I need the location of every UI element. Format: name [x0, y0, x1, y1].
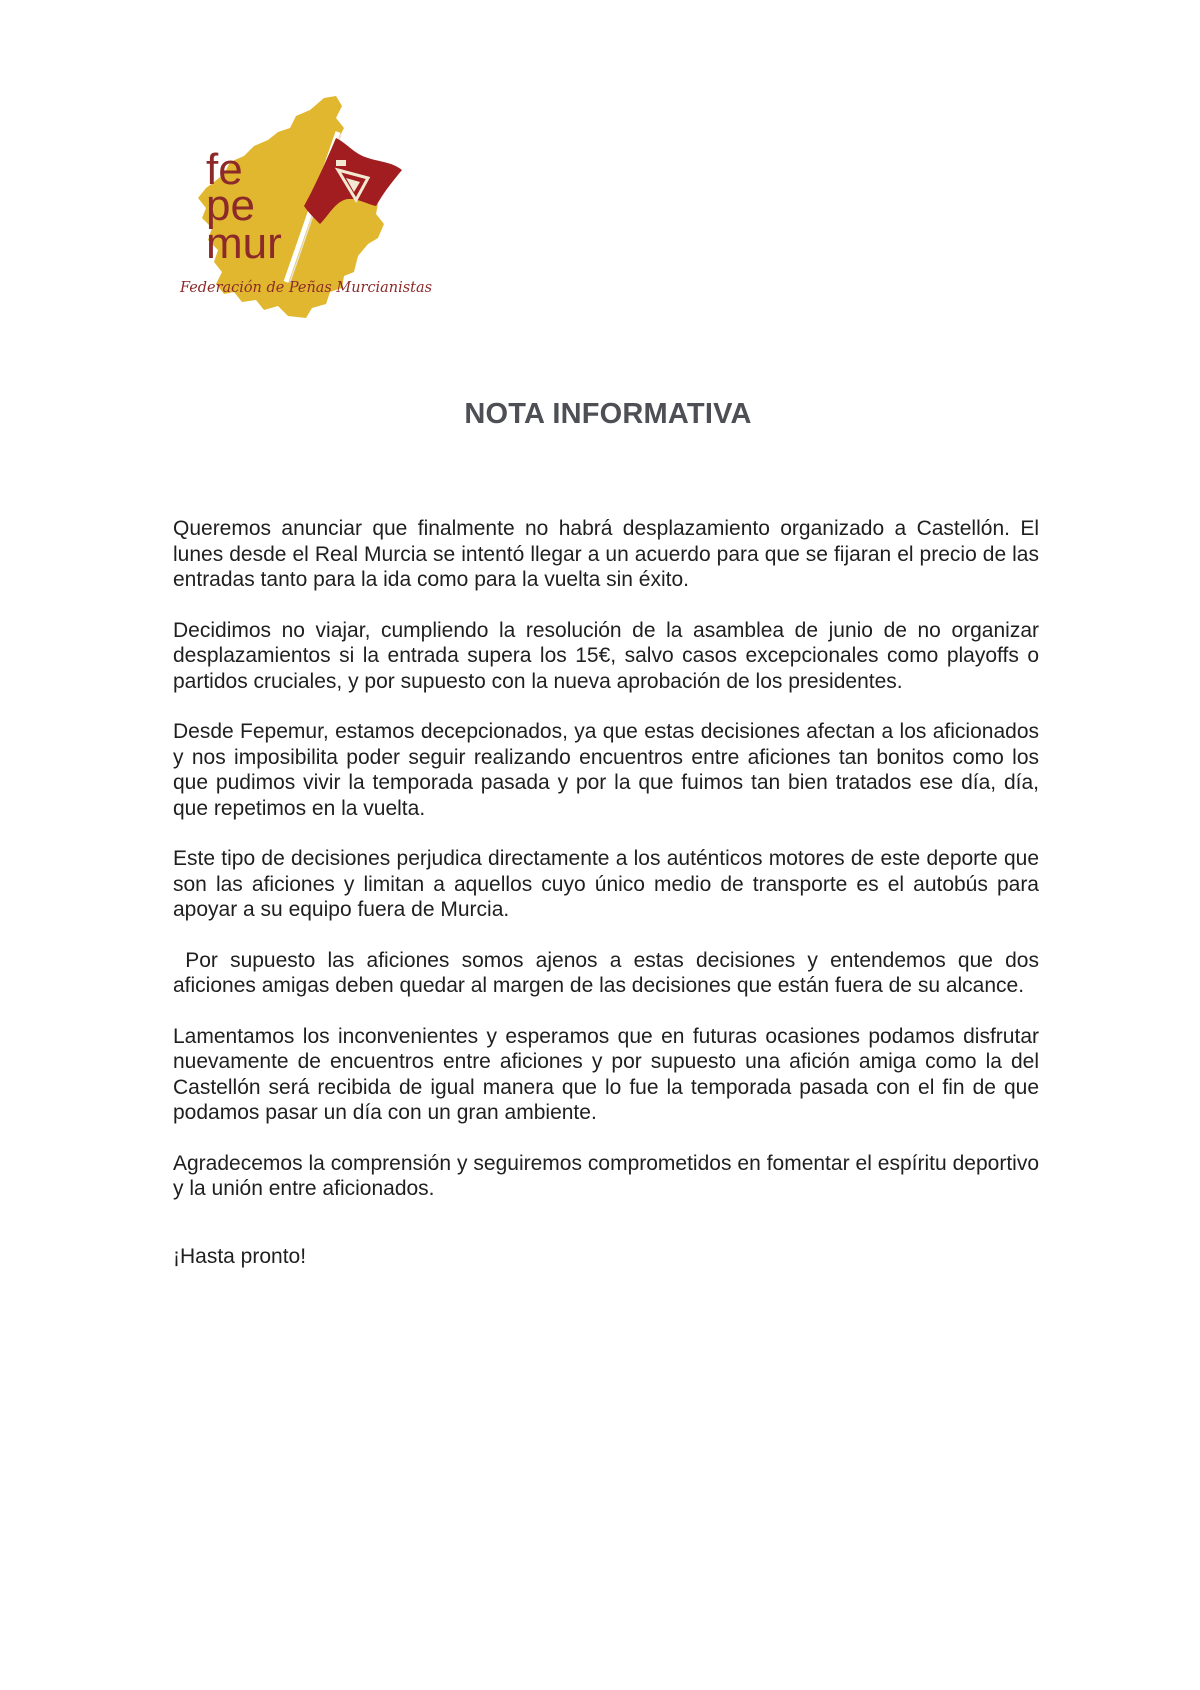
paragraph-4: Este tipo de decisiones perjudica directamente a los auténticos motores de este deporte que son las aficiones y limitan a aquellos cuyo único medio de transporte es el autobús para apoyar a su equipo fuera de Murcia. — [173, 847, 1039, 921]
logo-line-mur: mur — [206, 219, 282, 268]
paragraph-1: Queremos anunciar que finalmente no habrá desplazamiento organizado a Castellón. El lunes desde el Real Murcia se intentó llegar a un acuerdo para que se fijaran el precio de las entradas tanto para la ida como para la vuelta sin éxito. — [173, 517, 1039, 591]
closing-line: ¡Hasta pronto! — [173, 1244, 307, 1268]
paragraph-6: Lamentamos los inconvenientes y esperamos que en futuras ocasiones podamos disfrutar nuevamente de encuentros entre aficiones y por supuesto una afición amiga como la del Castellón será recibida de igual manera que lo fue la temporada pasada con el fin de que podamos pasar un día con un gran ambiente. — [173, 1024, 1039, 1124]
logo-subtitle: Federación de Peñas Murcianistas — [179, 280, 432, 296]
paragraph-3: Desde Fepemur, estamos decepcionados, ya que estas decisiones afectan a los aficionados y nos imposibilita poder seguir realizando encuentros entre aficiones tan bonitos como los que pudimos vivir la temporada pasada y por la que fuimos tan bien tratados ese día, día, que repetimos en la vuelta. — [173, 720, 1039, 820]
fepemur-logo — [178, 92, 440, 322]
paragraph-7: Agradecemos la comprensión y seguiremos comprometidos en fomentar el espíritu deportivo y la unión entre aficionados. — [173, 1151, 1039, 1200]
paragraph-2: Decidimos no viajar, cumpliendo la resolución de la asamblea de junio de no organizar desplazamientos si la entrada supera los 15€, salvo casos excepcionales como playoffs o partidos cruciales, y por supuesto con la nueva aprobación de los presidentes. — [173, 618, 1039, 693]
document-body — [173, 516, 1045, 1269]
document-title: NOTA INFORMATIVA — [464, 398, 752, 430]
logo-line-fe: fe — [206, 145, 243, 194]
paragraph-5: Por supuesto las aficiones somos ajenos a estas decisiones y entendemos que dos aficiones amigas deben quedar al margen de las decisiones que están fuera de su alcance. — [173, 948, 1045, 997]
logo-line-pe: pe — [206, 181, 255, 230]
